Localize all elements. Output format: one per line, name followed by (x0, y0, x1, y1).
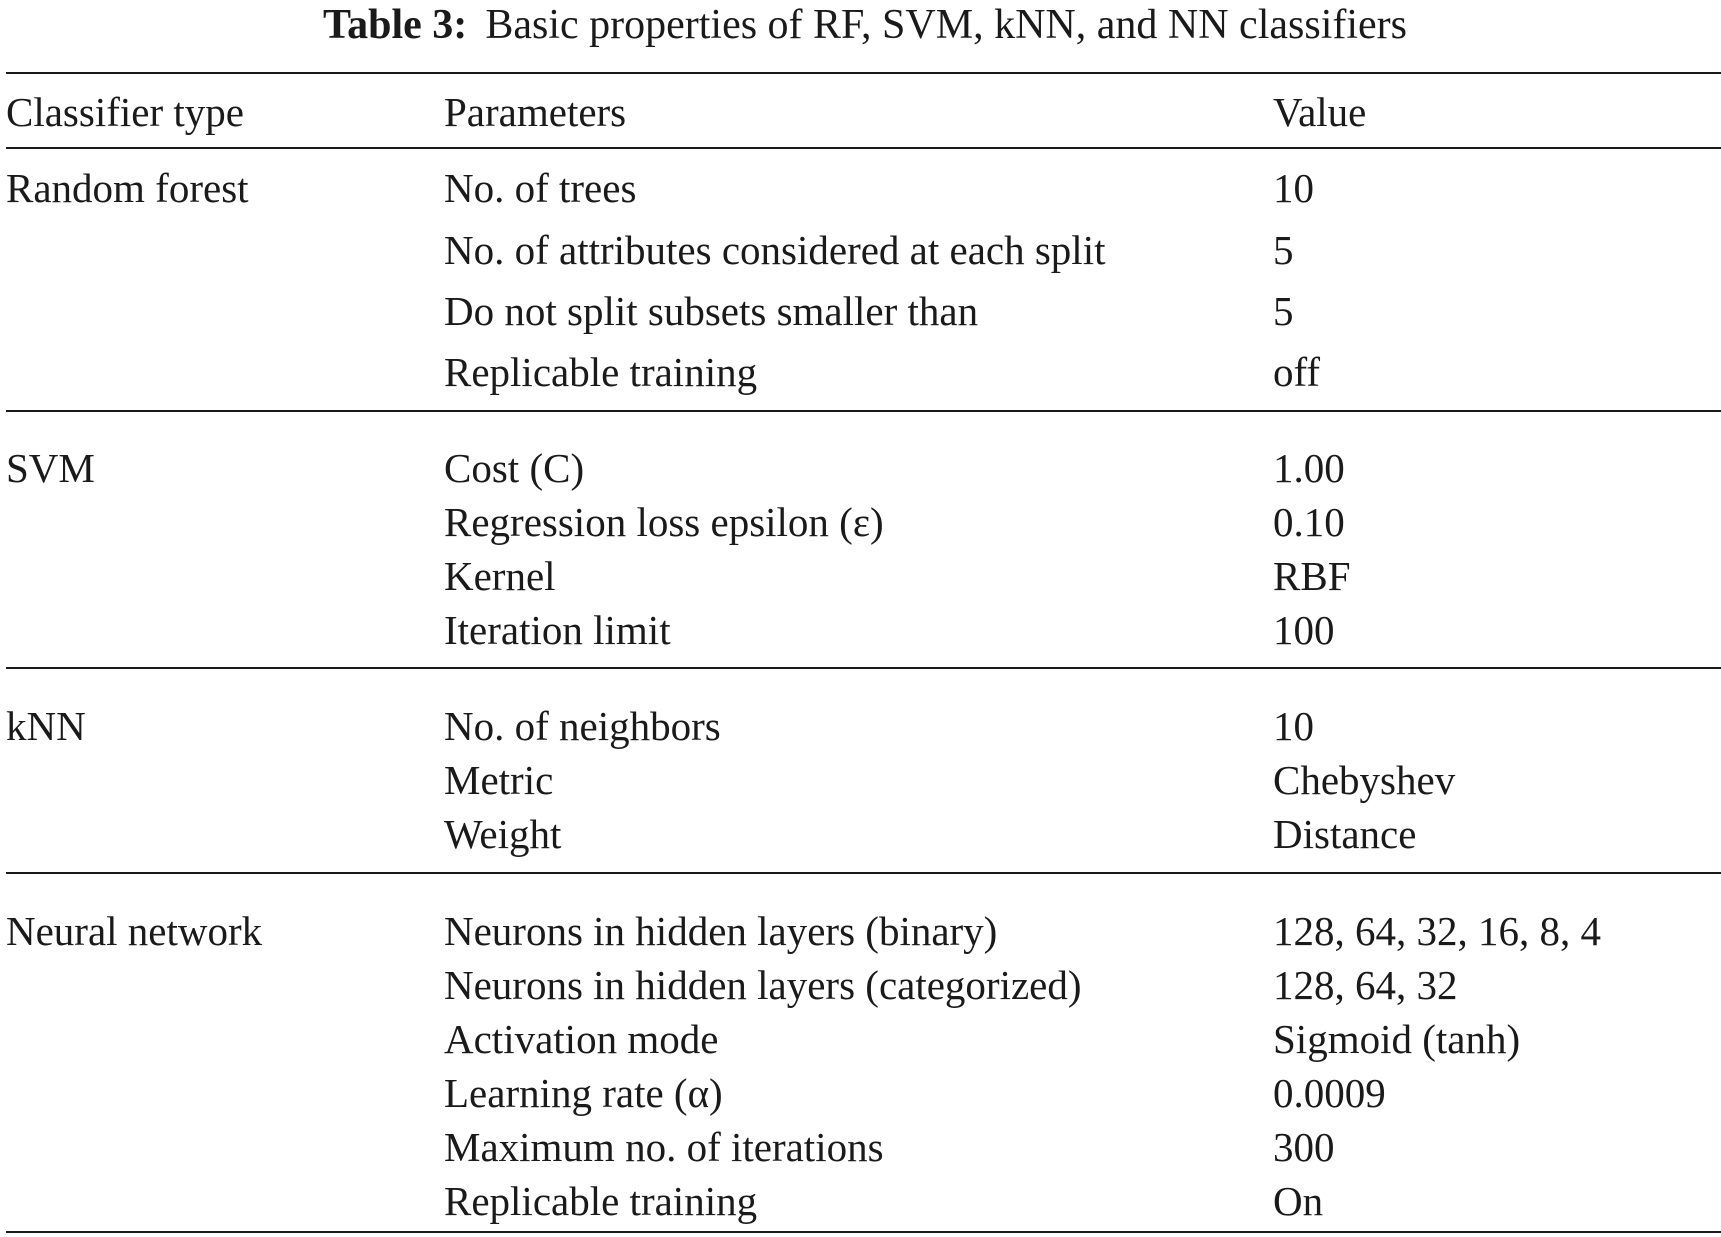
parameter-cell: Cost (C) (444, 445, 585, 491)
value-cell: On (1273, 1178, 1324, 1224)
header-parameters: Parameters (444, 89, 627, 135)
header-value: Value (1273, 89, 1367, 135)
table-row (6, 227, 1721, 273)
group-rule (6, 872, 1721, 874)
parameter-cell: Iteration limit (444, 607, 671, 653)
bottom-rule (6, 1231, 1721, 1233)
parameter-cell: Neurons in hidden layers (categorized) (444, 962, 1082, 1008)
classifier-name: kNN (6, 703, 86, 749)
table-row (6, 607, 1721, 653)
table-row (6, 349, 1721, 395)
value-cell: 5 (1273, 227, 1294, 273)
table-row (6, 703, 1721, 749)
table-row (6, 757, 1721, 803)
parameter-cell: Metric (444, 757, 554, 803)
classifier-name: Random forest (6, 165, 249, 211)
value-cell: 0.10 (1273, 499, 1345, 545)
value-cell: Chebyshev (1273, 757, 1456, 803)
table-row (6, 1124, 1721, 1170)
parameter-cell: Replicable training (444, 349, 758, 395)
value-cell: 10 (1273, 703, 1314, 749)
value-cell: 5 (1273, 288, 1294, 334)
caption-label: Table 3: (322, 2, 468, 48)
parameter-cell: Regression loss epsilon (ε) (444, 499, 884, 545)
value-cell: off (1273, 349, 1321, 395)
table-row (6, 165, 1721, 211)
classifier-name: SVM (6, 445, 95, 491)
value-cell: 10 (1273, 165, 1314, 211)
parameter-cell: Maximum no. of iterations (444, 1124, 884, 1170)
table-row (6, 962, 1721, 1008)
table-row (6, 1178, 1721, 1224)
table-row (6, 288, 1721, 334)
header-rule (6, 147, 1721, 149)
header-classifier-type: Classifier type (6, 89, 244, 135)
value-cell: 100 (1273, 607, 1335, 653)
parameter-cell: No. of neighbors (444, 703, 721, 749)
parameter-cell: Replicable training (444, 1178, 758, 1224)
parameter-cell: Weight (444, 811, 562, 857)
table-page (6, 0, 1721, 1237)
parameter-cell: Activation mode (444, 1016, 719, 1062)
classifier-name: Neural network (6, 908, 263, 954)
caption-text: Basic properties of RF, SVM, kNN, and NN classifiers (485, 2, 1407, 48)
parameter-cell: Neurons in hidden layers (binary) (444, 908, 998, 954)
table-row (6, 553, 1721, 599)
value-cell: Sigmoid (tanh) (1273, 1016, 1521, 1062)
table-caption (6, 2, 1721, 48)
parameter-cell: Learning rate (α) (444, 1070, 723, 1116)
parameter-cell: Do not split subsets smaller than (444, 288, 979, 334)
table-row (6, 499, 1721, 545)
table-row (6, 445, 1721, 491)
table-row (6, 811, 1721, 857)
parameter-cell: No. of attributes considered at each split (444, 227, 1106, 273)
value-cell: 300 (1273, 1124, 1335, 1170)
value-cell: 1.00 (1273, 445, 1345, 491)
group-rule (6, 410, 1721, 412)
value-cell: Distance (1273, 811, 1417, 857)
parameter-cell: Kernel (444, 553, 556, 599)
header-row (6, 89, 1721, 135)
value-cell: 0.0009 (1273, 1070, 1386, 1116)
table-row (6, 1070, 1721, 1116)
table-row (6, 908, 1721, 954)
top-rule (6, 72, 1721, 74)
parameter-cell: No. of trees (444, 165, 637, 211)
group-rule (6, 667, 1721, 669)
value-cell: 128, 64, 32 (1273, 962, 1458, 1008)
table-row (6, 1016, 1721, 1062)
value-cell: 128, 64, 32, 16, 8, 4 (1273, 908, 1601, 954)
value-cell: RBF (1273, 553, 1351, 599)
